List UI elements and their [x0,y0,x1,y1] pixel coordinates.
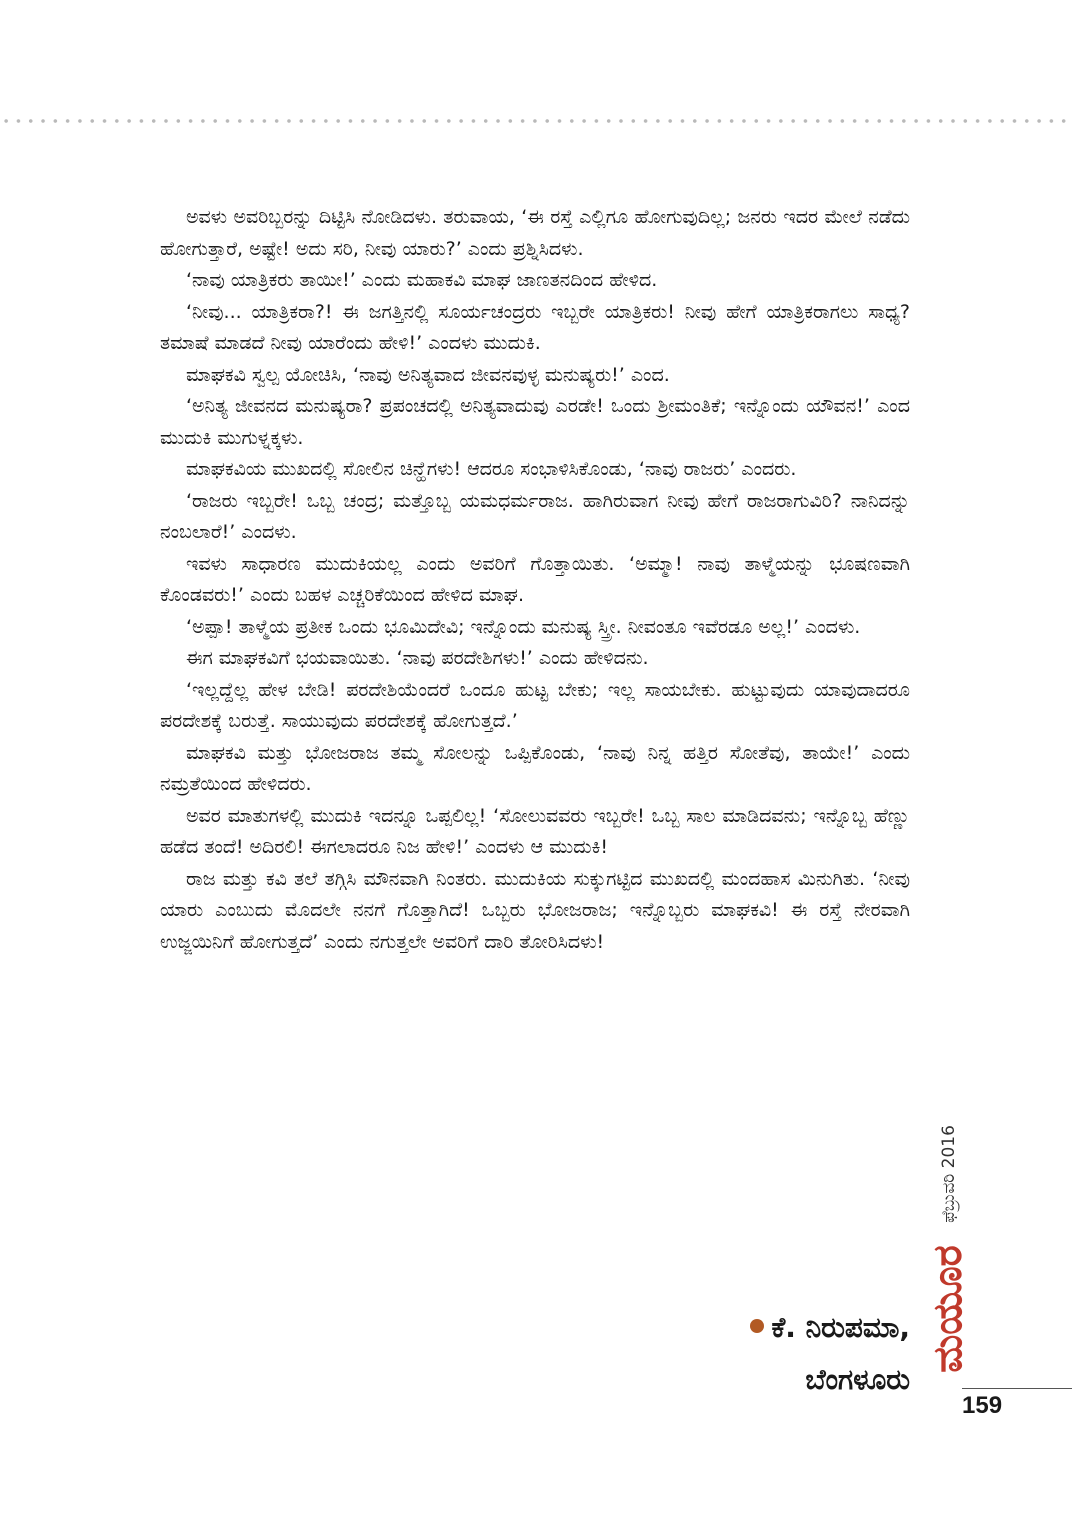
byline-author-line [750,1302,911,1354]
paragraph: ಈಗ ಮಾಘಕವಿಗೆ ಭಯವಾಯಿತು. ‘ನಾವು ಪರದೇಶಿಗಳು!’ ಎಂದು ಹೇಳಿದನು. [186,647,649,669]
paragraph: ಮಾಘಕವಿ ಮತ್ತು ಭೋಜರಾಜ ತಮ್ಮ ಸೋಲನ್ನು ಒಪ್ಪಿಕೊಂಡು, ‘ನಾವು ನಿನ್ನ ಹತ್ತಿರ ಸೋತೆವು, ತಾಯೇ!’ ಎಂದು ನಮ್ರತೆಯಿಂದ ಹೇಳಿದರು. [160,741,910,795]
paragraph: ‘ನಾವು ಯಾತ್ರಿಕರು ತಾಯೀ!’ ಎಂದು ಮಹಾಕವಿ ಮಾಘ ಜಾಣತನದಿಂದ ಹೇಳಿದ. [186,269,658,291]
magazine-sidebar [925,1100,1000,1400]
byline [750,1302,911,1406]
paragraph: ‘ಅನಿತ್ಯ ಜೀವನದ ಮನುಷ್ಯರಾ? ಪ್ರಪಂಚದಲ್ಲಿ ಅನಿತ್ಯವಾದುವು ಎರಡೇ! ಒಂದು ಶ್ರೀಮಂತಿಕೆ; ಇನ್ನೊಂದು ಯೌವನ!’ ಎಂದ ಮುದುಕಿ ಮುಗುಳ್ನಕ್ಕಳು. [160,395,910,449]
magazine-logo: ಮಯೂರ [925,1245,971,1373]
dotted-rule [0,118,1072,124]
article-body [160,202,910,958]
author-place: ಬೆಂಗಳೂರು [805,1363,910,1396]
paragraph: ‘ಅಪ್ಪಾ! ತಾಳ್ಮೆಯ ಪ್ರತೀಕ ಒಂದು ಭೂಮಿದೇವಿ; ಇನ್ನೊಂದು ಮನುಷ್ಯ ಸ್ತ್ರೀ. ನೀವಂತೂ ಇವೆರಡೂ ಅಲ್ಲ!’ ಎಂದಳು. [186,615,861,638]
paragraph: ಮಾಘಕವಿಯ ಮುಖದಲ್ಲಿ ಸೋಲಿನ ಚಿನ್ಹೆಗಳು! ಆದರೂ ಸಂಭಾಳಿಸಿಕೊಂಡು, ‘ನಾವು ರಾಜರು’ ಎಂದರು. [186,458,797,480]
page-number: 159 [962,1392,1003,1419]
paragraph: ‘ಇಲ್ಲದ್ದೆಲ್ಲ ಹೇಳ ಬೇಡಿ! ಪರದೇಶಿಯೆಂದರೆ ಒಂದೂ ಹುಟ್ಟ ಬೇಕು; ಇಲ್ಲ ಸಾಯಬೇಕು. ಹುಟ್ಟುವುದು ಯಾವುದಾದರೂ ಪರದೇಶಕ್ಕೆ ಬರುತ್ತೆ. ಸಾಯುವುದು ಪರದೇಶಕ್ಕೆ ಹೋಗುತ್ತದೆ.’ [160,678,910,732]
paragraph: ‘ರಾಜರು ಇಬ್ಬರೇ! ಒಬ್ಬ ಚಂದ್ರ; ಮತ್ತೊಬ್ಬ ಯಮಧರ್ಮರಾಜ. ಹಾಗಿರುವಾಗ ನೀವು ಹೇಗೆ ರಾಜರಾಗುವಿರಿ? ನಾನಿದನ್ನು ನಂಬಲಾರೆ!’ ಎಂದಳು. [160,489,910,543]
paragraph: ಮಾಘಕವಿ ಸ್ವಲ್ಪ ಯೋಚಿಸಿ, ‘ನಾವು ಅನಿತ್ಯವಾದ ಜೀವನವುಳ್ಳ ಮನುಷ್ಯರು!’ ಎಂದ. [186,363,670,386]
bullet-icon [750,1319,764,1333]
paragraph: ರಾಜ ಮತ್ತು ಕವಿ ತಲೆ ತಗ್ಗಿಸಿ ಮೌನವಾಗಿ ನಿಂತರು. ಮುದುಕಿಯ ಸುಕ್ಕುಗಟ್ಟಿದ ಮುಖದಲ್ಲಿ ಮಂದಹಾಸ ಮಿನುಗಿತು. ‘ನೀವು ಯಾರು ಎಂಬುದು ಮೊದಲೇ ನನಗೆ ಗೊತ್ತಾಗಿದೆ! ಒಬ್ಬರು ಭೋಜರಾಜ; ಇನ್ನೊಬ್ಬರು ಮಾಘಕವಿ! ಈ ರಸ್ತೆ ನೇರವಾಗಿ ಉಜ್ಜಯಿನಿಗೆ ಹೋಗುತ್ತದೆ’ ಎಂದು ನಗುತ್ತಲೇ ಅವರಿಗೆ ದಾರಿ ತೋರಿಸಿದಳು! [160,867,910,953]
page-number-rule [962,1388,1072,1389]
author-name: ಕೆ. ನಿರುಪಮಾ, [771,1311,910,1344]
paragraph: ಅವರ ಮಾತುಗಳಲ್ಲಿ ಮುದುಕಿ ಇದನ್ನೂ ಒಪ್ಪಲಿಲ್ಲ! ‘ಸೋಲುವವರು ಇಬ್ಬರೇ! ಒಬ್ಬ ಸಾಲ ಮಾಡಿದವನು; ಇನ್ನೊಬ್ಬ ಹೆಣ್ಣು ಹಡೆದ ತಂದೆ! ಅದಿರಲಿ! ಈಗಲಾದರೂ ನಿಜ ಹೇಳಿ!’ ಎಂದಳು ಆ ಮುದುಕಿ! [160,804,910,858]
paragraph: ‘ನೀವು... ಯಾತ್ರಿಕರಾ?! ಈ ಜಗತ್ತಿನಲ್ಲಿ ಸೂರ್ಯಚಂದ್ರರು ಇಬ್ಬರೇ ಯಾತ್ರಿಕರು! ನೀವು ಹೇಗೆ ಯಾತ್ರಿಕರಾಗಲು ಸಾಧ್ಯ? ತಮಾಷೆ ಮಾಡದೆ ನೀವು ಯಾರೆಂದು ಹೇಳಿ!’ ಎಂದಳು ಮುದುಕಿ. [160,300,910,354]
paragraph: ಅವಳು ಅವರಿಬ್ಬರನ್ನು ದಿಟ್ಟಿಸಿ ನೋಡಿದಳು. ತರುವಾಯ, ‘ಈ ರಸ್ತೆ ಎಲ್ಲಿಗೂ ಹೋಗುವುದಿಲ್ಲ; ಜನರು ಇದರ ಮೇಲೆ ನಡೆದು ಹೋಗುತ್ತಾರೆ, ಅಷ್ಟೇ! ಅದು ಸರಿ, ನೀವು ಯಾರು?’ ಎಂದು ಪ್ರಶ್ನಿಸಿದಳು. [160,206,910,260]
paragraph: ಇವಳು ಸಾಧಾರಣ ಮುದುಕಿಯಲ್ಲ ಎಂದು ಅವರಿಗೆ ಗೊತ್ತಾಯಿತು. ‘ಅಮ್ಮಾ! ನಾವು ತಾಳ್ಮೆಯನ್ನು ಭೂಷಣವಾಗಿ ಕೊಂಡವರು!’ ಎಂದು ಬಹಳ ಎಚ್ಚರಿಕೆಯಿಂದ ಹೇಳಿದ ಮಾಘ. [160,552,910,606]
issue-date: ಫೆಬ್ರುವರಿ 2016 [939,1125,959,1223]
